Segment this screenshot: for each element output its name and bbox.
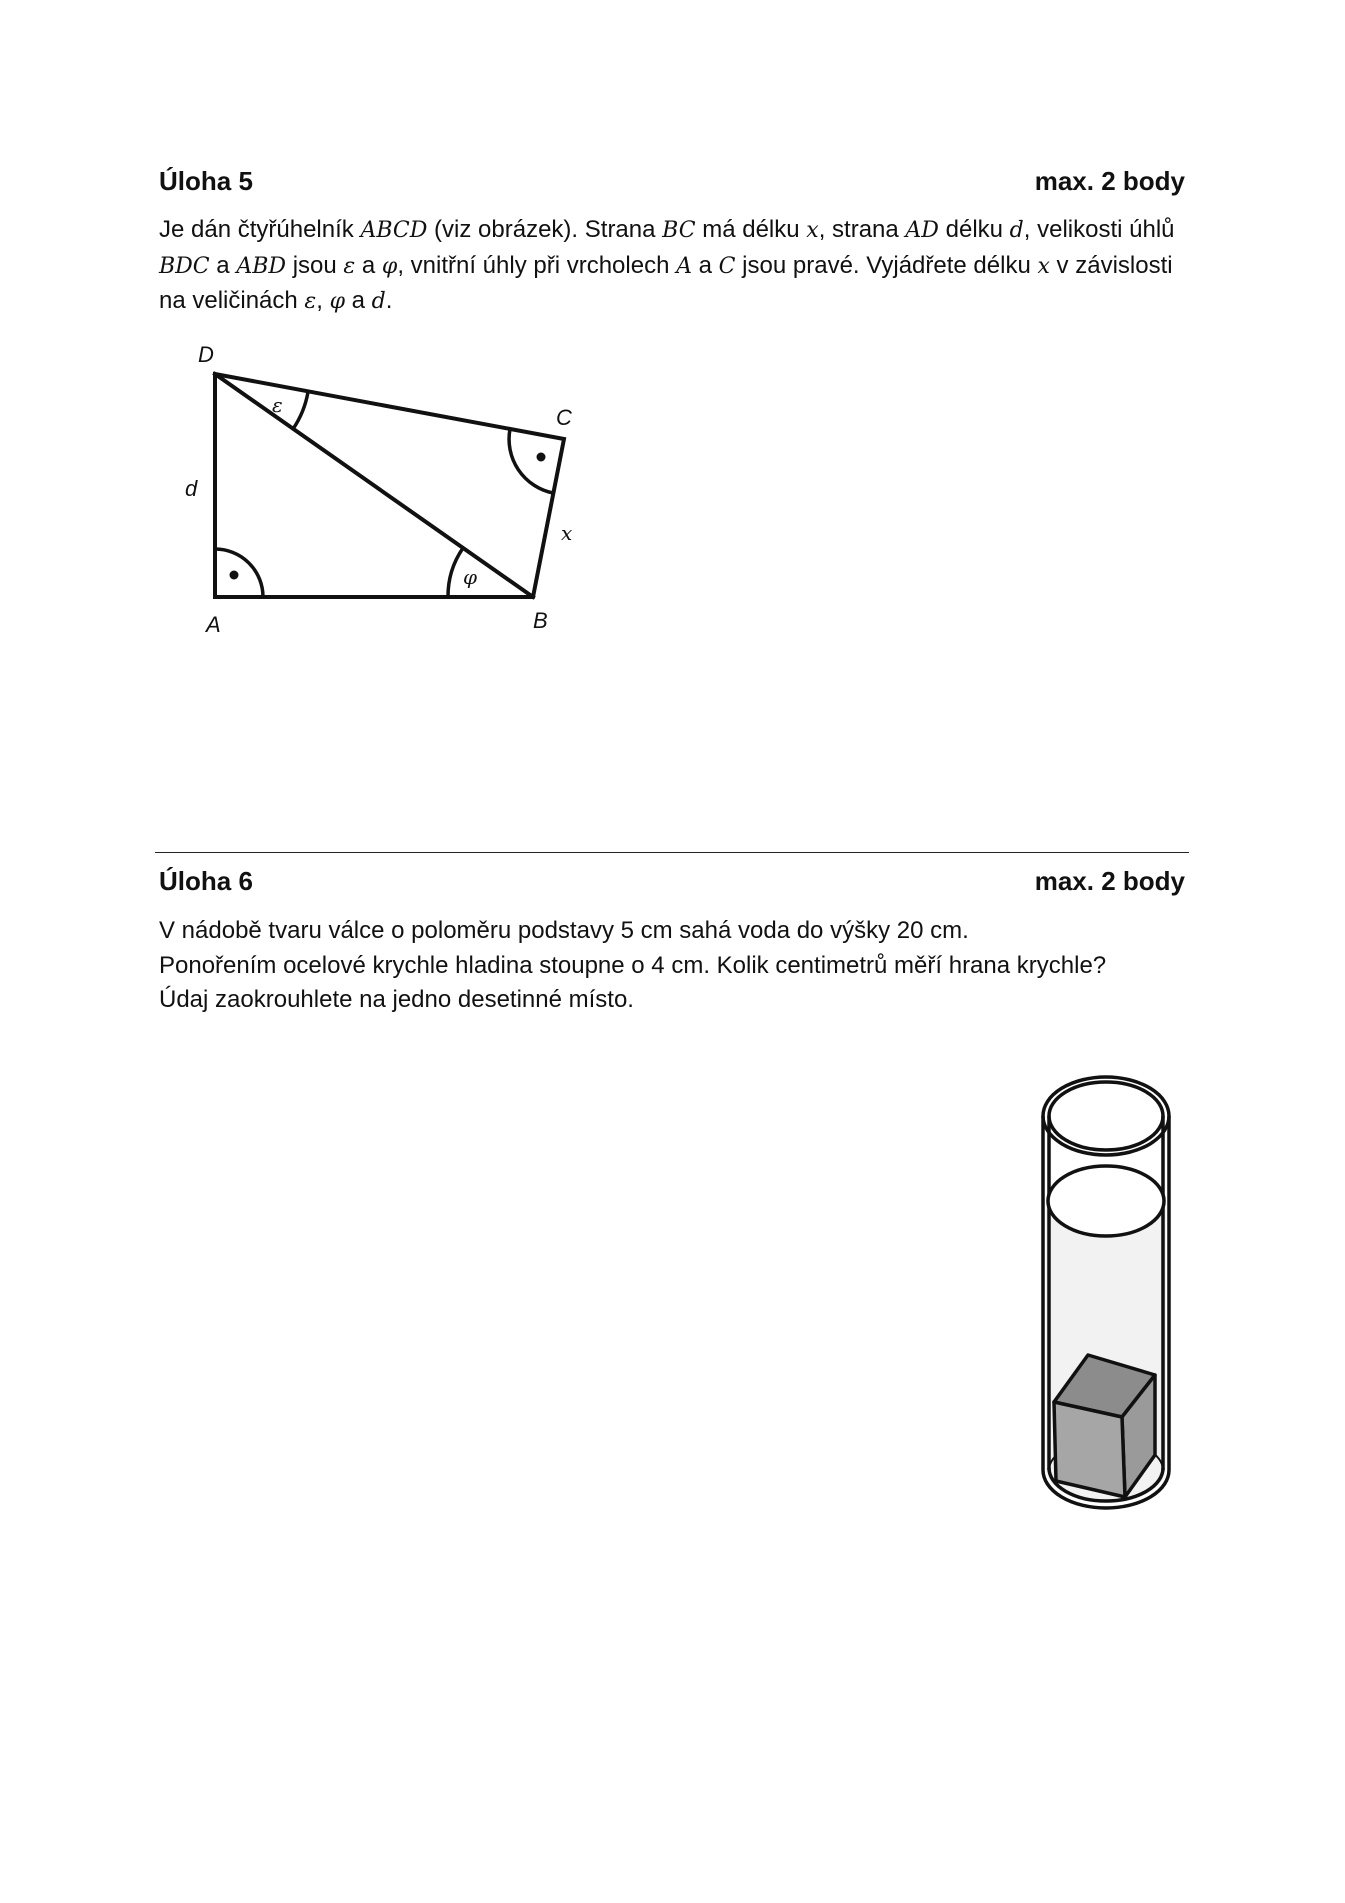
vertex-label-a: A	[206, 612, 221, 637]
task6-line-2: Ponořením ocelové krychle hladina stoupne o 4 cm. Kolik centimetrů měří hrana krychle?	[159, 951, 1107, 979]
cube-front-face	[1054, 1402, 1125, 1497]
vertex-label-d: D	[198, 342, 214, 367]
task5-statement: Je dán čtyřúhelník ABCD (viz obrázek). Strana BC má délku x, strana AD délku d, velikosti úhlů BDC a ABD jsou ε a φ, vnitřní úhly při vrcholech A a C jsou pravé. Vyjádřete délku x v závislosti na veličinách ε, φ a d.	[159, 216, 1175, 314]
task5-points: max. 2 body	[1034, 166, 1185, 196]
task5-title: Úloha 5	[159, 166, 253, 196]
task6-title: Úloha 6	[159, 866, 253, 896]
cylinder-top-rim-inner	[1049, 1082, 1163, 1150]
side-label-x: x	[561, 521, 573, 545]
vertex-label-b: B	[533, 608, 548, 633]
task6-line-1: V nádobě tvaru válce o poloměru podstavy 5 cm sahá voda do výšky 20 cm.	[159, 917, 969, 944]
cylinder-top-rim-outer	[1043, 1077, 1169, 1155]
side-label-d: d	[185, 476, 198, 501]
task6-points: max. 2 body	[1034, 866, 1185, 896]
angle-label-epsilon: ε	[272, 393, 283, 417]
water-surface	[1048, 1166, 1164, 1236]
task6-line-3: Údaj zaokrouhlete na jedno desetinné místo.	[159, 986, 634, 1013]
angle-label-phi: φ	[463, 565, 478, 589]
vertex-label-c: C	[556, 405, 572, 430]
